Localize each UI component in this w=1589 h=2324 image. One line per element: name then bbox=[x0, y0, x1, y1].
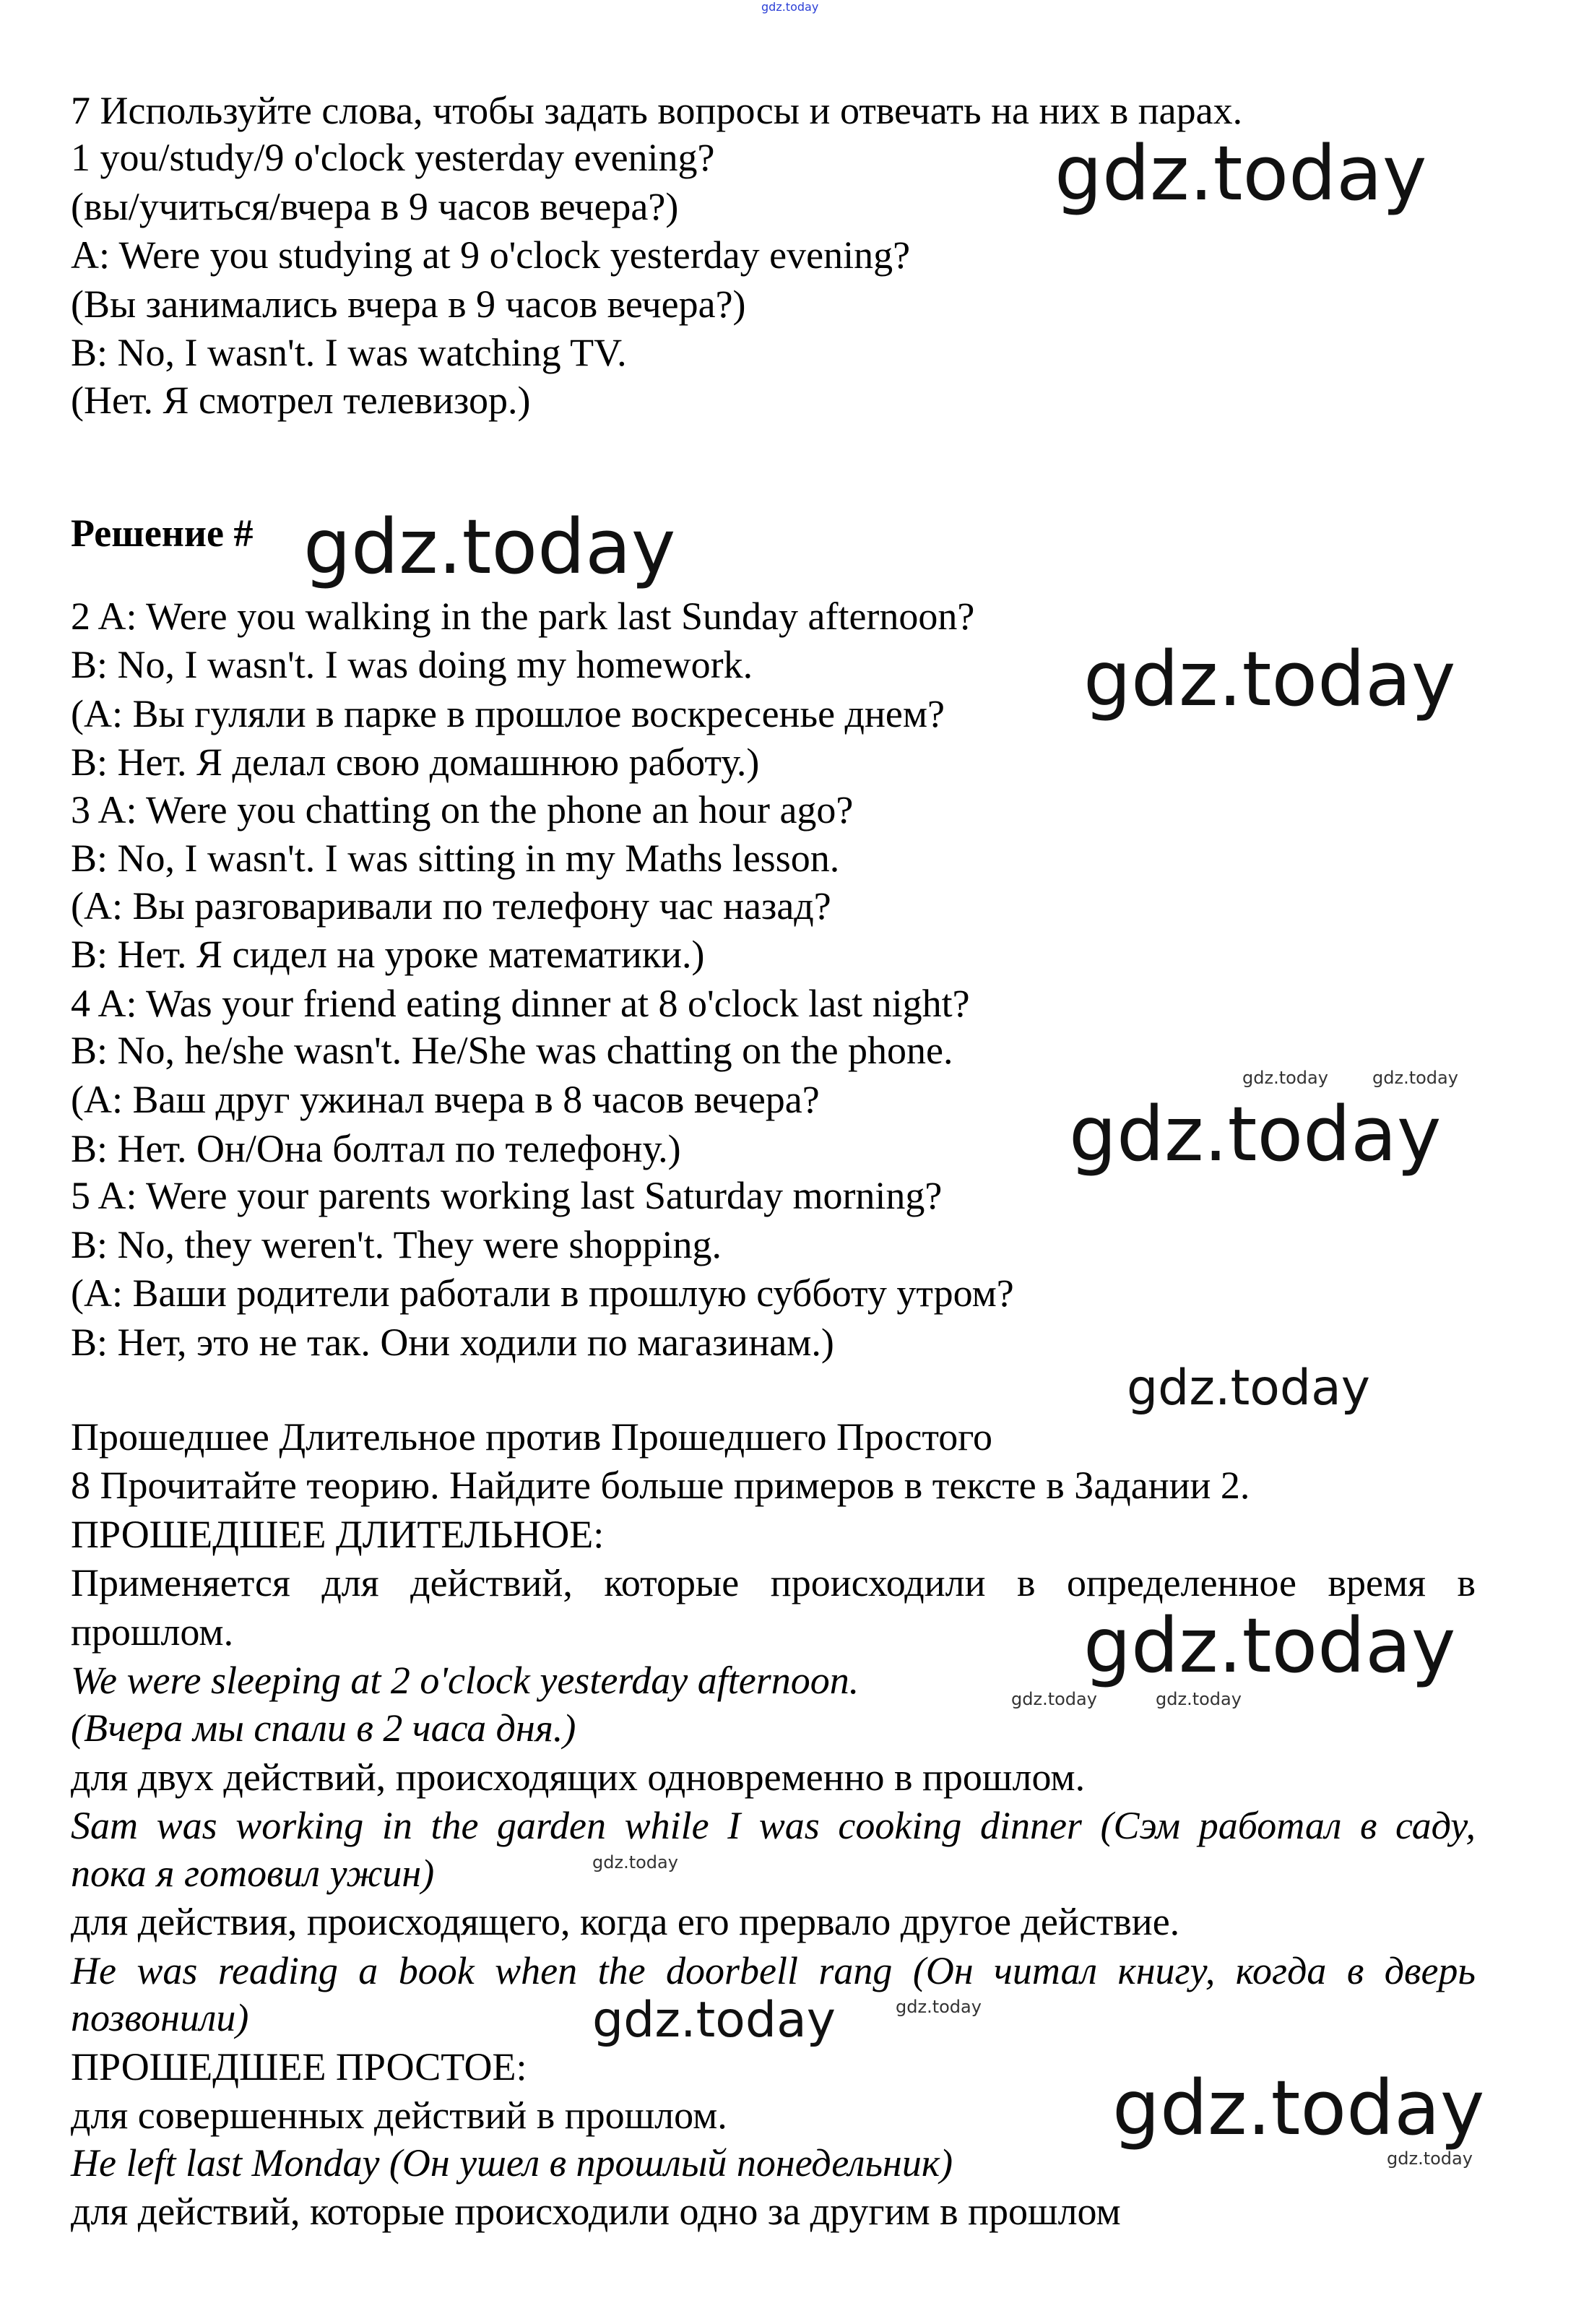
watermark: gdz.today bbox=[1372, 1068, 1458, 1088]
text-line: 3 A: Were you chatting on the phone an hour ago? bbox=[71, 788, 854, 831]
example-line: Sam was working in the garden while I was cooking dinner (Сэм работал в саду, bbox=[71, 1804, 1476, 1847]
watermark: gdz.today bbox=[1156, 1689, 1242, 1709]
task-title: 7 Используйте слова, чтобы задать вопросы и отвечать на них в парах. bbox=[71, 89, 1243, 132]
solution-heading: Решение # bbox=[71, 511, 254, 555]
text-line: B: No, he/she wasn't. He/She was chatting on the phone. bbox=[71, 1029, 953, 1072]
example-line: пока я готовил ужин) bbox=[71, 1852, 435, 1895]
watermark: gdz.today bbox=[1127, 1360, 1370, 1417]
text-line: 5 A: Were your parents working last Saturday morning? bbox=[71, 1174, 943, 1217]
example-line: позвонили) bbox=[71, 1996, 249, 2039]
text-line: (Нет. Я смотрел телевизор.) bbox=[71, 379, 531, 422]
subheading: ПРОШЕДШЕЕ ДЛИТЕЛЬНОЕ: bbox=[71, 1513, 605, 1556]
watermark: gdz.today bbox=[1069, 1090, 1442, 1178]
text-line: Применяется для действий, которые происходили в определенное время в bbox=[71, 1561, 1476, 1604]
text-line: (вы/учиться/вчера в 9 часов вечера?) bbox=[71, 185, 679, 228]
text-line: (А: Вы гуляли в парке в прошлое воскресенье днем? bbox=[71, 692, 945, 735]
example-line: He was reading a book when the doorbell rang (Он читал книгу, когда в дверь bbox=[71, 1949, 1476, 1992]
text-line: B: No, I wasn't. I was watching TV. bbox=[71, 331, 627, 374]
text-line: B: No, I wasn't. I was doing my homework. bbox=[71, 643, 753, 686]
subheading: ПРОШЕДШЕЕ ПРОСТОЕ: bbox=[71, 2045, 527, 2088]
watermark: gdz.today bbox=[1055, 129, 1427, 217]
text-line: 4 A: Was your friend eating dinner at 8 o'clock last night? bbox=[71, 982, 970, 1025]
text-line: для действий, которые происходили одно за другим в прошлом bbox=[71, 2190, 1121, 2233]
text-line: (А: Вы разговаривали по телефону час назад? bbox=[71, 884, 831, 928]
example-line: (Вчера мы спали в 2 часа дня.) bbox=[71, 1706, 576, 1750]
task-title: 8 Прочитайте теорию. Найдите больше примеров в тексте в Задании 2. bbox=[71, 1464, 1250, 1507]
watermark: gdz.today bbox=[303, 503, 676, 591]
watermark: gdz.today bbox=[592, 1992, 836, 2049]
text-line: B: Нет. Он/Она болтал по телефону.) bbox=[71, 1127, 681, 1170]
text-line: B: No, I wasn't. I was sitting in my Maths lesson. bbox=[71, 837, 840, 880]
text-line: для совершенных действий в прошлом. bbox=[71, 2094, 727, 2137]
watermark: gdz.today bbox=[1387, 2148, 1473, 2169]
text-line: B: Нет. Я сидел на уроке математики.) bbox=[71, 933, 705, 976]
watermark: gdz.today bbox=[1083, 1602, 1456, 1690]
text-line: (А: Ваши родители работали в прошлую субботу утром? bbox=[71, 1271, 1014, 1315]
watermark: gdz.today bbox=[761, 0, 819, 14]
text-line: для двух действий, происходящих одновременно в прошлом. bbox=[71, 1755, 1086, 1799]
text-line: B: Нет. Я делал свою домашнюю работу.) bbox=[71, 740, 760, 784]
text-line: прошлом. bbox=[71, 1610, 234, 1654]
watermark: gdz.today bbox=[1083, 635, 1456, 723]
watermark: gdz.today bbox=[896, 1997, 982, 2017]
text-line: для действия, происходящего, когда его прервало другое действие. bbox=[71, 1900, 1180, 1943]
watermark: gdz.today bbox=[1011, 1689, 1097, 1709]
text-line: 2 A: Were you walking in the park last Sunday afternoon? bbox=[71, 595, 975, 638]
watermark: gdz.today bbox=[1242, 1068, 1328, 1088]
text-line: 1 you/study/9 o'clock yesterday evening? bbox=[71, 136, 715, 179]
watermark: gdz.today bbox=[592, 1852, 678, 1872]
watermark: gdz.today bbox=[1112, 2064, 1485, 2152]
text-line: A: Were you studying at 9 o'clock yesterday evening? bbox=[71, 233, 911, 277]
text-line: B: Нет, это не так. Они ходили по магазинам.) bbox=[71, 1321, 834, 1364]
text-line: (Вы занимались вчера в 9 часов вечера?) bbox=[71, 282, 746, 326]
example-line: We were sleeping at 2 o'clock yesterday afternoon. bbox=[71, 1659, 860, 1702]
example-line: He left last Monday (Он ушел в прошлый понедельник) bbox=[71, 2141, 953, 2185]
text-line: (А: Ваш друг ужинал вчера в 8 часов вечера? bbox=[71, 1078, 820, 1121]
section-title: Прошедшее Длительное против Прошедшего Простого bbox=[71, 1415, 993, 1459]
text-line: B: No, they weren't. They were shopping. bbox=[71, 1223, 722, 1266]
